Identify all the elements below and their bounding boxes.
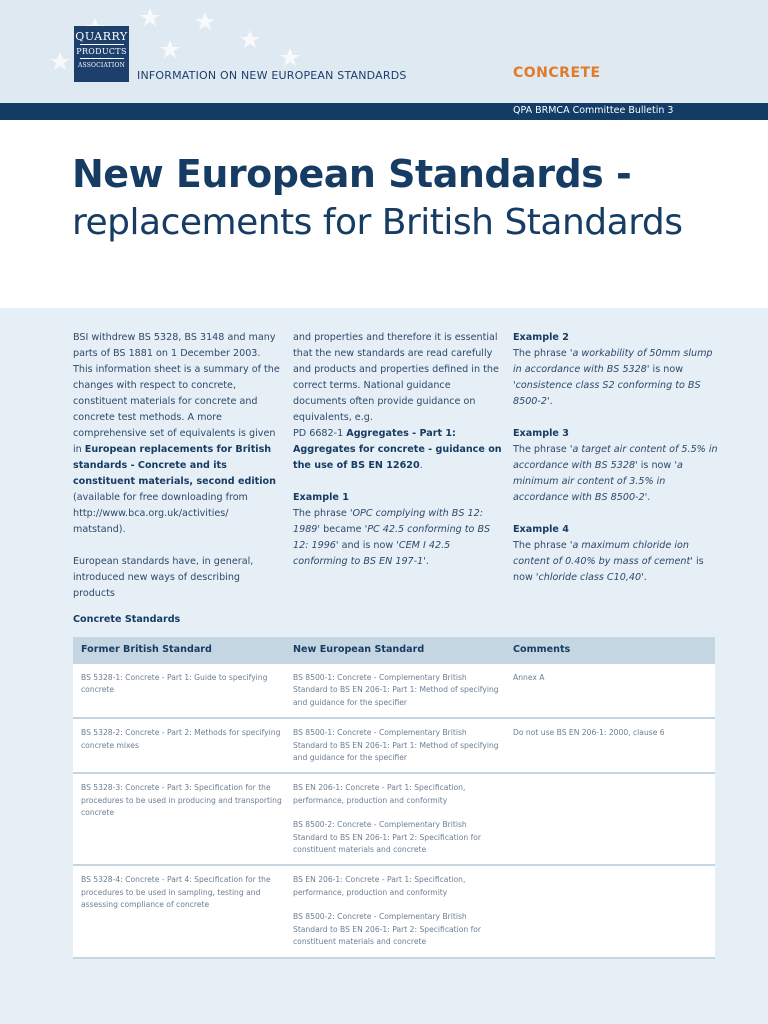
- pd-reference: PD 6682-1 Aggregates - Part 1: Aggregates for concrete - guidance on the use of BS EN 12620.: [293, 428, 502, 471]
- body-column-2: [293, 330, 503, 586]
- cell-new: BS EN 206-1: Concrete - Part 1: Specification, performance, production and conformity BS 8500-2: Concrete - Complementary British Standard to BS EN 206-1: Part 2: Specification for constituent materials and concrete: [293, 783, 482, 855]
- table-row: [73, 866, 715, 958]
- header-comments: Comments: [513, 644, 571, 655]
- table-title: Concrete Standards: [73, 614, 181, 625]
- cell-former: BS 5328-2: Concrete - Part 2: Methods for specifying concrete mixes: [81, 728, 281, 750]
- example-heading: Example 2: [513, 332, 569, 343]
- header-topic: CONCRETE: [513, 65, 601, 81]
- cell-former: BS 5328-4: Concrete - Part 4: Specification for the procedures to be used in sampling, testing and assessing compliance of concrete: [81, 875, 271, 910]
- cell-comments: [513, 866, 715, 956]
- cell-new: BS EN 206-1: Concrete - Part 1: Specification, performance, production and conformity BS 8500-2: Concrete - Complementary British Standard to BS EN 206-1: Part 2: Specification for constituent materials and concrete: [293, 875, 482, 947]
- example-1: Example 1 The phrase 'OPC complying with BS 12: 1989' became 'PC 42.5 conforming to BS 12: 1996' and is now 'CEM I 42.5 conforming to BS EN 197-1'.: [293, 490, 503, 570]
- cell-comments: Annex A: [513, 673, 545, 682]
- example-heading: Example 3: [513, 428, 569, 439]
- cell-new: BS 8500-1: Concrete - Complementary British Standard to BS EN 206-1: Part 1: Method of specifying and guidance for the specifier: [293, 673, 499, 707]
- header-new: New European Standard: [293, 644, 425, 655]
- table-row: [73, 664, 715, 719]
- cell-comments: [513, 774, 715, 864]
- header-former: Former British Standard: [81, 644, 212, 655]
- example-3: Example 3 The phrase 'a target air content of 5.5% in accordance with BS 5328' is now 'a minimum air content of 3.5% in accordance with BS 8500-2'.: [513, 426, 723, 506]
- eu-stars-icon: [0, 0, 400, 100]
- table-row: [73, 774, 715, 866]
- cell-comments: Do not use BS EN 206-1: 2000, clause 6: [513, 728, 665, 738]
- body-column-1: [73, 330, 283, 602]
- example-4: Example 4 The phrase 'a maximum chloride ion content of 0.40% by mass of cement' is now 'chloride class C10,40'.: [513, 522, 723, 586]
- page-title: New European Standards -: [72, 152, 632, 196]
- header-info: INFORMATION ON NEW EUROPEAN STANDARDS: [137, 69, 407, 82]
- body-column-3: [513, 330, 723, 602]
- cell-former: BS 5328-1: Concrete - Part 1: Guide to specifying concrete: [81, 673, 268, 695]
- example-heading: Example 1: [293, 492, 349, 503]
- standards-paragraph-continued: and properties and therefore it is essential that the new standards are read carefully and products and properties defined in the correct terms. National guidance documents often provide guidance on equivalents, e.g.: [293, 332, 499, 423]
- table-row: [73, 719, 715, 774]
- example-2: Example 2 The phrase 'a workability of 50mm slump in accordance with BS 5328' is now 'consistence class S2 conforming to BS 8500-2'.: [513, 330, 723, 410]
- page-subtitle: replacements for British Standards: [72, 202, 683, 243]
- standards-paragraph-start: European standards have, in general, introduced new ways of describing products: [73, 556, 254, 599]
- cell-new: BS 8500-1: Concrete - Complementary British Standard to BS EN 206-1: Part 1: Method of specifying and guidance for the specifier: [293, 728, 499, 763]
- bulletin-label: QPA BRMCA Committee Bulletin 3: [513, 105, 674, 116]
- qpa-logo: QUARRY PRODUCTS ASSOCIATION: [74, 26, 129, 82]
- page-header: [0, 0, 768, 103]
- intro-paragraph: BSI withdrew BS 5328, BS 3148 and many parts of BS 1881 on 1 December 2003. This information sheet is a summary of the changes with respect to concrete, constituent materials for concrete and concrete test methods. A more comprehensive set of equivalents is given in European replacements for British standards - Concrete and its constituent materials, second edition (available for free downloading from http://www.bca.org.uk/activities/ matstand).: [73, 332, 280, 535]
- example-heading: Example 4: [513, 524, 569, 535]
- cell-former: BS 5328-3: Concrete - Part 3: Specification for the procedures to be used in producing and transporting concrete: [81, 783, 282, 818]
- table-body: [73, 664, 715, 959]
- table-header: [73, 637, 715, 664]
- concrete-standards-table: [73, 637, 715, 959]
